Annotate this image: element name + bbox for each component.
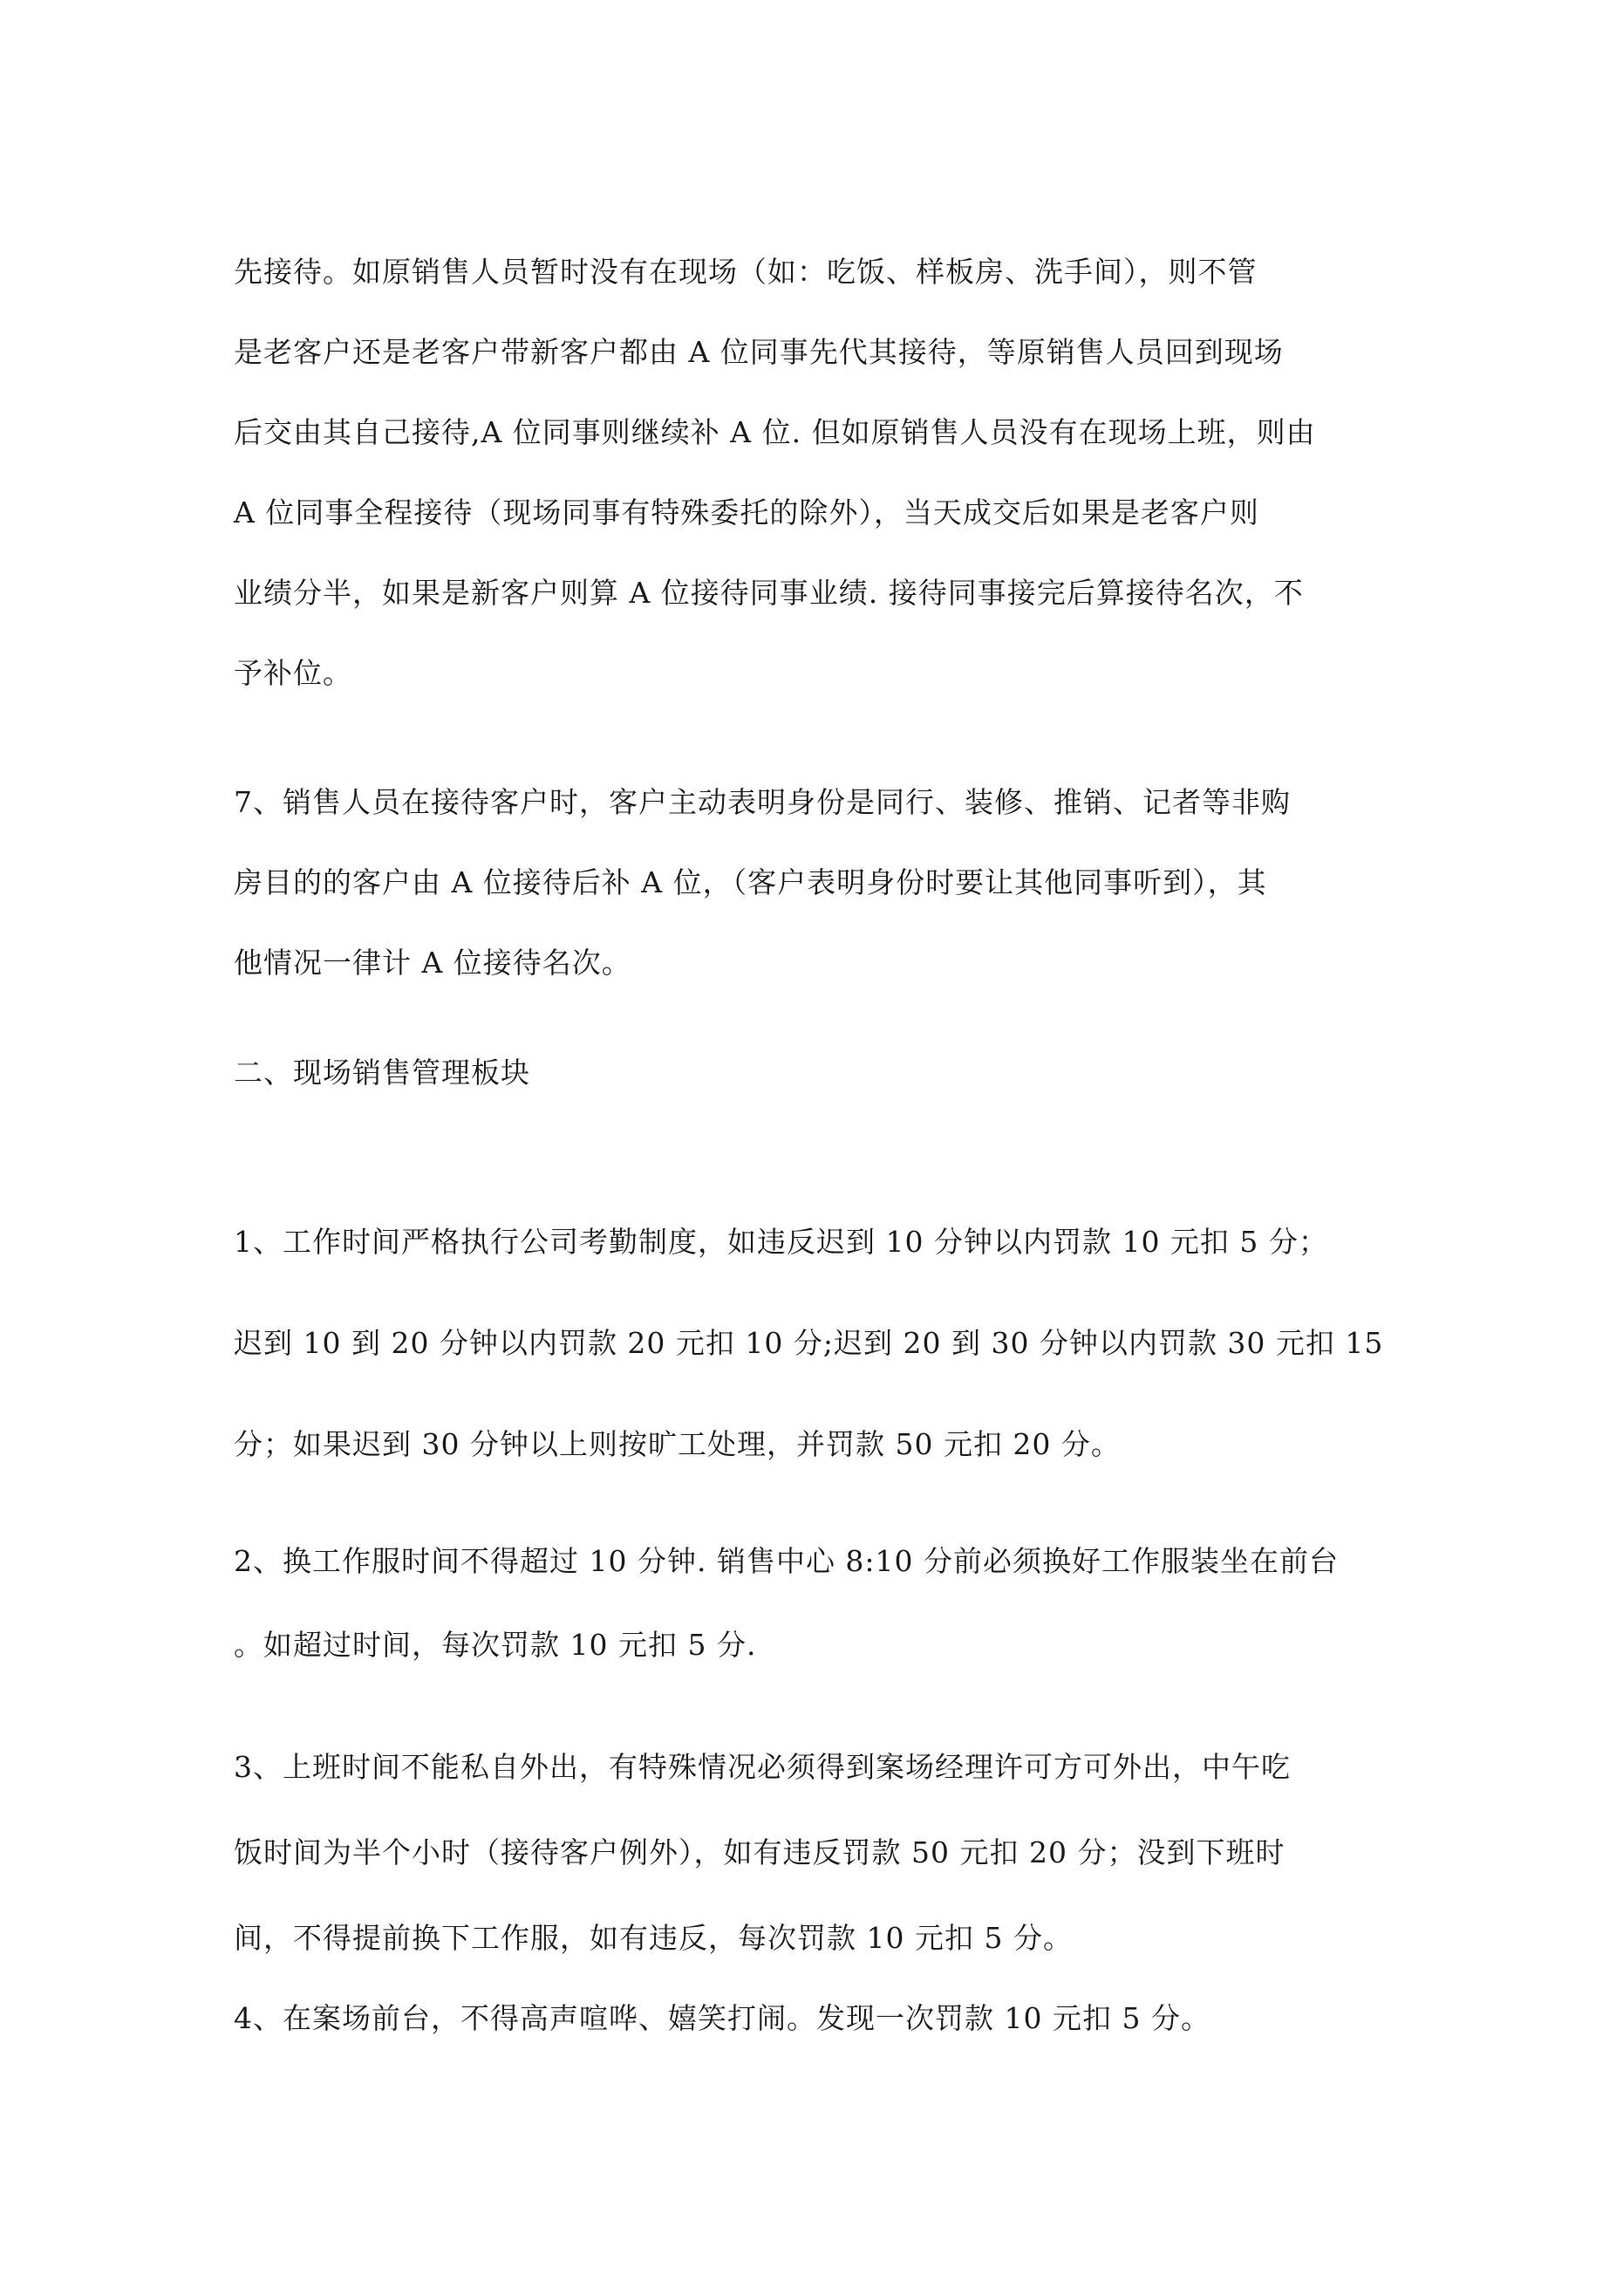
text-line: 1、工作时间严格执行公司考勤制度，如违反迟到 10 分钟以内罚款 10 元扣 5 分； [234, 1225, 1328, 1259]
text-line: 。如超过时间，每次罚款 10 元扣 5 分. [234, 1628, 757, 1662]
text-line: 迟到 10 到 20 分钟以内罚款 20 元扣 10 分;迟到 20 到 30 分钟以内罚款 30 元扣 15 [234, 1326, 1384, 1360]
text-line: 后交由其自己接待,A 位同事则继续补 A 位. 但如原销售人员没有在现场上班，则由 [234, 415, 1316, 449]
text-line: 间，不得提前换下工作服，如有违反，每次罚款 10 元扣 5 分。 [234, 1921, 1073, 1955]
text-line: 先接待。如原销售人员暂时没有在现场（如：吃饭、样板房、洗手间），则不管 [234, 255, 1258, 289]
text-line: 是老客户还是老客户带新客户都由 A 位同事先代其接待，等原销售人员回到现场 [234, 335, 1284, 369]
text-line: 饭时间为半个小时（接待客户例外），如有违反罚款 50 元扣 20 分；没到下班时 [234, 1835, 1285, 1869]
text-line: 分；如果迟到 30 分钟以上则按旷工处理，并罚款 50 元扣 20 分。 [234, 1427, 1121, 1461]
text-line: 2、换工作服时间不得超过 10 分钟. 销售中心 8:10 分前必须换好工作服装坐在前台 [234, 1544, 1340, 1578]
text-line: 予补位。 [234, 656, 352, 690]
text-line: 7、销售人员在接待客户时，客户主动表明身份是同行、装修、推销、记者等非购 [234, 785, 1291, 819]
section-heading: 二、现场销售管理板块 [234, 1056, 530, 1090]
text-line: 4、在案场前台，不得高声喧哗、嬉笑打闹。发现一次罚款 10 元扣 5 分。 [234, 2001, 1210, 2035]
text-line: 业绩分半，如果是新客户则算 A 位接待同事业绩. 接待同事接完后算接待名次，不 [234, 576, 1304, 610]
text-line: A 位同事全程接待（现场同事有特殊委托的除外），当天成交后如果是老客户则 [234, 495, 1259, 530]
text-line: 房目的的客户由 A 位接待后补 A 位，（客户表明身份时要让其他同事听到），其 [234, 865, 1267, 899]
text-line: 3、上班时间不能私自外出，有特殊情况必须得到案场经理许可方可外出，中午吃 [234, 1750, 1291, 1784]
text-line: 他情况一律计 A 位接待名次。 [234, 946, 631, 980]
